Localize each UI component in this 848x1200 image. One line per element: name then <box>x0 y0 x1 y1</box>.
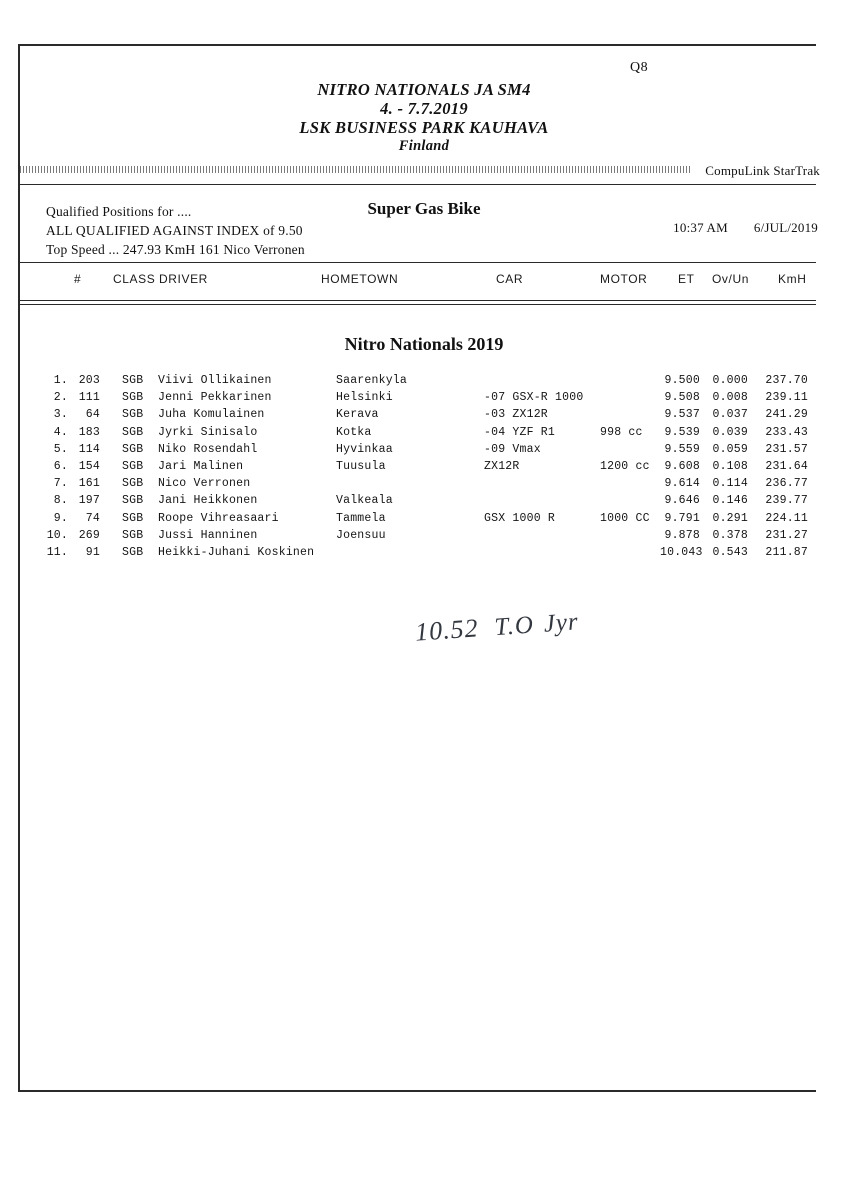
cell-kmh: 237.70 <box>765 374 808 387</box>
table-row <box>0 406 848 423</box>
event-header <box>0 80 848 156</box>
cell-kmh: 231.64 <box>765 459 808 473</box>
cell-hometown: Valkeala <box>336 494 393 508</box>
cell-driver: Roope Vihreasaari <box>158 511 279 525</box>
table-rule-lower <box>20 304 816 305</box>
cell-pos: 9. <box>53 511 68 525</box>
table-rule-upper <box>20 300 816 301</box>
annotation-value: 10.52 <box>414 613 480 647</box>
print-date: 6/JUL/2019 <box>753 220 818 235</box>
header-rule-bottom <box>20 262 816 263</box>
cell-num: 269 <box>78 528 100 542</box>
cell-et: 9.508 <box>664 391 700 405</box>
table-row <box>0 527 848 544</box>
cell-et: 9.614 <box>664 477 700 491</box>
cell-et: 9.608 <box>664 459 700 473</box>
cell-num: 114 <box>78 442 100 456</box>
cell-pos: 11. <box>46 545 68 559</box>
cell-driver: Jyrki Sinisalo <box>158 425 258 439</box>
cell-num: 203 <box>78 374 100 387</box>
cell-hometown: Saarenkyla <box>336 374 408 387</box>
cell-class: SGB <box>122 528 144 542</box>
cell-driver: Niko Rosendahl <box>158 442 258 456</box>
table-row <box>0 510 848 527</box>
cell-motor: 998 cc <box>600 425 643 439</box>
cell-hometown: Kerava <box>336 408 379 422</box>
cell-kmh: 231.27 <box>765 528 808 542</box>
cell-ovun: 0.114 <box>712 477 748 491</box>
cell-kmh: 211.87 <box>765 545 808 559</box>
column-header-car: CAR <box>496 272 524 286</box>
cell-num: 161 <box>78 477 100 491</box>
results-table <box>0 372 848 561</box>
cell-pos: 1. <box>53 374 68 387</box>
table-row <box>0 372 848 389</box>
cell-car: -03 ZX12R <box>484 408 548 422</box>
cell-num: 91 <box>85 545 100 559</box>
top-speed-label: Top Speed ... 247.93 KmH 161 Nico Verronen <box>46 242 305 257</box>
column-header-hometown: HOMETOWN <box>321 272 399 286</box>
column-header-class: CLASS <box>113 272 156 286</box>
cell-et: 9.559 <box>664 442 700 456</box>
table-row <box>0 389 848 406</box>
cell-car: ZX12R <box>484 459 520 473</box>
table-row <box>0 492 848 509</box>
column-header-number: # <box>74 272 82 286</box>
cell-car: -04 YZF R1 <box>484 425 556 439</box>
cell-class: SGB <box>122 442 144 456</box>
event-name: NITRO NATIONALS JA SM4 <box>317 80 531 99</box>
cell-ovun: 0.000 <box>712 374 748 387</box>
cell-et: 9.537 <box>664 408 700 422</box>
cell-et: 9.539 <box>664 425 700 439</box>
header-rule-top <box>20 184 816 185</box>
cell-kmh: 241.29 <box>765 408 808 422</box>
cell-ovun: 0.039 <box>712 425 748 439</box>
cell-class: SGB <box>122 374 144 387</box>
cell-num: 74 <box>85 511 100 525</box>
cell-num: 197 <box>78 494 100 508</box>
cell-hometown: Tuusula <box>336 459 386 473</box>
handwritten-annotation <box>414 606 579 647</box>
cell-et: 9.500 <box>664 374 700 387</box>
cell-ovun: 0.008 <box>712 391 748 405</box>
cell-kmh: 236.77 <box>765 477 808 491</box>
column-header-motor: MOTOR <box>600 272 648 286</box>
cell-hometown: Tammela <box>336 511 386 525</box>
annotation-initials: T.O <box>493 611 535 642</box>
cell-et: 10.043 <box>660 545 703 559</box>
cell-et: 9.791 <box>664 511 700 525</box>
cell-et: 9.646 <box>664 494 700 508</box>
cell-driver: Jussi Hanninen <box>158 528 258 542</box>
cell-driver: Heikki-Juhani Koskinen <box>158 545 315 559</box>
event-venue: LSK BUSINESS PARK KAUHAVA <box>299 118 549 137</box>
cell-ovun: 0.543 <box>712 545 748 559</box>
cell-hometown: Kotka <box>336 425 372 439</box>
cell-et: 9.878 <box>664 528 700 542</box>
cell-motor: 1200 cc <box>600 459 650 473</box>
cell-driver: Jenni Pekkarinen <box>158 391 272 405</box>
page-code: Q8 <box>630 60 649 75</box>
meet-title: Nitro Nationals 2019 <box>344 334 504 354</box>
cell-pos: 6. <box>53 459 68 473</box>
cell-ovun: 0.291 <box>712 511 748 525</box>
cell-class: SGB <box>122 545 144 559</box>
cell-driver: Nico Verronen <box>158 477 251 491</box>
index-label: ALL QUALIFIED AGAINST INDEX of 9.50 <box>46 223 303 238</box>
cell-ovun: 0.108 <box>712 459 748 473</box>
cell-car: GSX 1000 R <box>484 511 556 525</box>
print-timestamp <box>673 220 818 236</box>
frame-top-rule <box>18 44 816 46</box>
cell-class: SGB <box>122 494 144 508</box>
cell-driver: Jani Heikkonen <box>158 494 258 508</box>
cell-class: SGB <box>122 511 144 525</box>
cell-kmh: 233.43 <box>765 425 808 439</box>
cell-kmh: 239.11 <box>765 391 808 405</box>
cell-motor: 1000 CC <box>600 511 650 525</box>
cell-pos: 7. <box>53 477 68 491</box>
cell-pos: 5. <box>53 442 68 456</box>
cell-pos: 10. <box>46 528 68 542</box>
cell-num: 183 <box>78 425 100 439</box>
table-row <box>0 544 848 561</box>
cell-car: -07 GSX-R 1000 <box>484 391 584 405</box>
cell-num: 111 <box>78 391 100 405</box>
cell-car: -09 Vmax <box>484 442 541 456</box>
cell-kmh: 231.57 <box>765 442 808 456</box>
cell-class: SGB <box>122 408 144 422</box>
cell-pos: 8. <box>53 494 68 508</box>
cell-driver: Viivi Ollikainen <box>158 374 272 387</box>
frame-bottom-rule <box>18 1090 816 1092</box>
table-row <box>0 441 848 458</box>
event-country: Finland <box>398 138 450 154</box>
cell-kmh: 224.11 <box>765 511 808 525</box>
hatched-divider <box>20 166 690 173</box>
cell-class: SGB <box>122 425 144 439</box>
column-header-driver: DRIVER <box>159 272 208 286</box>
column-header-kmh: KmH <box>778 272 807 286</box>
cell-class: SGB <box>122 391 144 405</box>
cell-ovun: 0.059 <box>712 442 748 456</box>
cell-hometown: Helsinki <box>336 391 393 405</box>
cell-kmh: 239.77 <box>765 494 808 508</box>
cell-pos: 4. <box>53 425 68 439</box>
cell-ovun: 0.378 <box>712 528 748 542</box>
cell-pos: 2. <box>53 391 68 405</box>
timing-system-brand: CompuLink StarTrak <box>705 163 820 178</box>
cell-driver: Jari Malinen <box>158 459 244 473</box>
class-title: Super Gas Bike <box>367 199 481 218</box>
table-row <box>0 475 848 492</box>
table-row <box>0 458 848 475</box>
column-header-ovun: Ov/Un <box>712 272 750 286</box>
cell-hometown: Joensuu <box>336 528 386 542</box>
event-dates: 4. - 7.7.2019 <box>380 99 468 118</box>
cell-class: SGB <box>122 477 144 491</box>
column-header-et: ET <box>678 272 695 286</box>
cell-driver: Juha Komulainen <box>158 408 265 422</box>
cell-hometown: Hyvinkaa <box>336 442 393 456</box>
annotation-signature: Jyr <box>542 608 580 638</box>
cell-ovun: 0.146 <box>712 494 748 508</box>
cell-num: 154 <box>78 459 100 473</box>
cell-pos: 3. <box>53 408 68 422</box>
qualified-positions-label: Qualified Positions for .... <box>46 204 192 219</box>
cell-num: 64 <box>85 408 100 422</box>
cell-class: SGB <box>122 459 144 473</box>
cell-ovun: 0.037 <box>712 408 748 422</box>
table-row <box>0 424 848 441</box>
print-time: 10:37 AM <box>673 220 728 235</box>
